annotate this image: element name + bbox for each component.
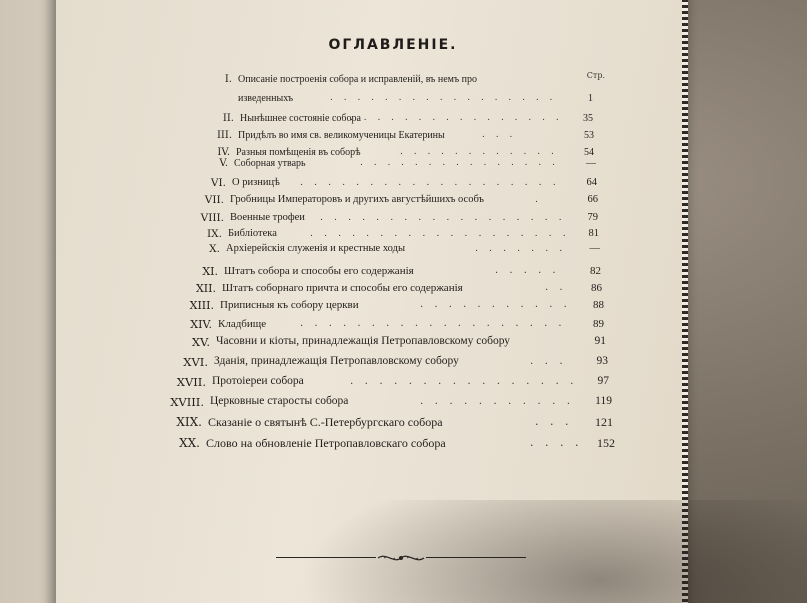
page-number: 119	[595, 395, 612, 407]
page-column-label: Стр.	[586, 71, 605, 80]
chapter-title: Сказаніе о святынѣ С.-Петербургскаго собора	[208, 415, 443, 429]
leader-dots: .	[535, 194, 543, 205]
chapter-title: Гробницы Императоровъ и другихъ августѣйшихъ особъ	[230, 194, 484, 205]
chapter-number: II.	[222, 113, 234, 124]
chapter-title: Соборная утварь	[234, 158, 306, 169]
chapter-title: Часовни и кіоты, принадлежащія Петропавловскому собору	[216, 335, 511, 347]
page-number: 81	[588, 228, 599, 239]
chapter-title: Библіотека	[228, 228, 277, 239]
leader-dots: . . . .	[530, 436, 583, 449]
leader-dots: . . . . . . . . . . . . . . . . . . .	[300, 177, 560, 188]
chapter-number: IV.	[217, 147, 230, 158]
leader-dots: . . . . . . . . . . . . . . . . . .	[320, 212, 566, 223]
chapter-number: I.	[224, 74, 232, 85]
page-number: 1	[588, 93, 593, 104]
chapter-title: Описаніе построенія собора и исправленій, въ немъ про	[238, 74, 477, 85]
page-number: —	[589, 243, 600, 254]
chapter-number: XIV.	[190, 318, 212, 331]
leader-dots: . .	[545, 282, 567, 293]
chapter-number: X.	[209, 243, 220, 255]
leader-dots: . . . . . . . . . . . .	[400, 147, 558, 157]
page-number: —	[586, 158, 596, 169]
chapter-title: Штатъ собора и способы его содержанія	[224, 265, 414, 277]
page-number: 53	[584, 130, 594, 141]
chapter-number: XVI.	[183, 355, 208, 369]
chapter-number: VII.	[204, 194, 224, 206]
chapter-title: О ризницѣ	[232, 177, 280, 188]
leader-dots: . . . . . . . . . . . . . . . .	[350, 375, 578, 387]
page-number: 82	[590, 265, 601, 277]
chapter-number: XVIII.	[170, 395, 204, 409]
page-number: 93	[596, 355, 608, 367]
chapter-number: XX.	[179, 436, 200, 450]
chapter-title: Слово на обновленіе Петропавловскаго собора	[206, 436, 446, 450]
page-number: 64	[586, 177, 597, 188]
page-number: 91	[594, 335, 606, 347]
chapter-title: изведенныхъ	[238, 93, 294, 104]
chapter-number: IX.	[207, 228, 222, 240]
chapter-number: V.	[219, 158, 228, 169]
page-number: 121	[595, 415, 613, 429]
leader-dots: . . . . . . . . . . . . . . . . . . .	[310, 228, 570, 239]
page-number: 54	[584, 147, 594, 158]
chapter-number: III.	[216, 130, 232, 141]
chapter-title: Зданія, принадлежащія Петропавловскому собору	[214, 355, 459, 367]
page-number: 152	[597, 436, 615, 450]
leader-dots: . . . . . . . . . . .	[420, 395, 575, 407]
leader-dots: . . .	[535, 415, 573, 428]
page-heading: ОГЛАВЛЕНІЕ.	[328, 37, 458, 53]
chapter-title: Нынѣшнее состояніе собора	[240, 113, 361, 124]
leader-dots: . . . . . . .	[475, 243, 567, 254]
chapter-number: XI.	[202, 265, 218, 278]
page-number: 97	[597, 375, 609, 387]
chapter-title: Приписныя къ собору церкви	[220, 299, 359, 311]
chapter-number: XIX.	[176, 415, 202, 429]
leader-dots: . . . . . . . . . . . . . . .	[360, 158, 559, 168]
camera-shadow	[300, 500, 807, 603]
chapter-number: VIII.	[200, 212, 224, 224]
leader-dots: . . . . . . . . . . . . . . . .	[350, 113, 563, 123]
chapter-title: Архіерейскія служенія и крестные ходы	[226, 243, 406, 254]
chapter-number: XV.	[191, 335, 210, 349]
chapter-number: XVII.	[176, 375, 206, 389]
leader-dots: . . .	[530, 355, 567, 367]
page-number: 86	[591, 282, 602, 294]
chapter-title: Кладбище	[218, 318, 267, 330]
page-number: 89	[593, 318, 604, 330]
chapter-number: VI.	[210, 177, 226, 189]
chapter-title: Штатъ соборнаго причта и способы его содержанія	[222, 282, 463, 294]
page-number: 79	[587, 212, 598, 223]
chapter-title: Церковные старосты собора	[210, 395, 349, 407]
leader-dots: . . . . . . . . . . . . . . . . .	[330, 93, 557, 103]
chapter-number: XII.	[195, 282, 216, 295]
page-number: 35	[583, 113, 593, 124]
leader-dots: . . . . . . . . . . .	[420, 299, 571, 310]
chapter-title: Протоіереи собора	[212, 375, 304, 387]
chapter-title: Придѣлъ во имя св. великомученицы Екатерины	[238, 130, 445, 141]
leader-dots: . . . . . . . . . . . . . . . . . . .	[300, 318, 566, 329]
page-number: 88	[593, 299, 604, 311]
page-number: 66	[587, 194, 598, 205]
leader-dots: . . . . .	[495, 265, 560, 276]
chapter-number: XIII.	[189, 299, 214, 312]
chapter-title: Разныя помѣщенія въ соборѣ	[236, 147, 361, 158]
chapter-title: Военные трофеи	[230, 212, 305, 223]
leader-dots: . . .	[482, 130, 517, 140]
